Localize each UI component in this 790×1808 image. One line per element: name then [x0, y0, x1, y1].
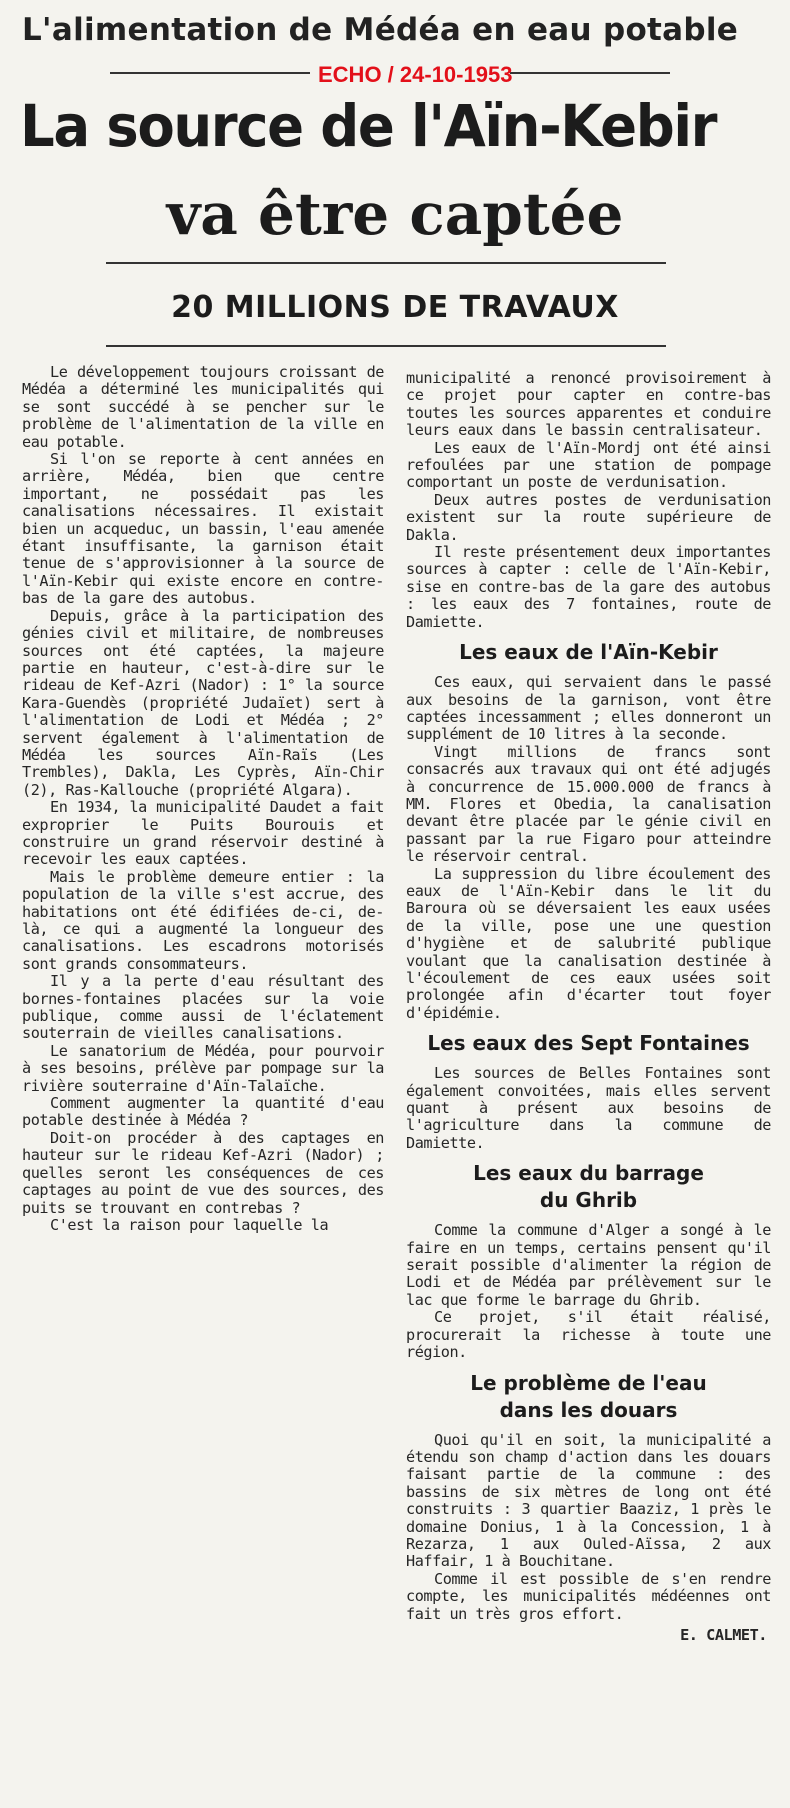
paragraph: Doit-on procéder à des captages en hauteur sur le rideau Kef-Azri (Nador) ; quelles seront les conséquences de ces captages au point de vue des sources, des puits se trouvant en contrebas ? — [22, 1128, 384, 1217]
left-column — [22, 364, 384, 1234]
kicker-rule — [110, 72, 310, 74]
paragraph: Comment augmenter la quantité d'eau potable destinée à Médéa ? — [22, 1094, 384, 1130]
author-signature: E. CALMET. — [680, 1625, 767, 1644]
heading-line: dans les douars — [499, 1397, 678, 1422]
paragraph: C'est la raison pour laquelle la — [50, 1215, 329, 1234]
paragraph: municipalité a renoncé provisoirement à ce projet pour capter en contre-bas toutes les sources apparentes et conduire leurs eaux dans le bassin centralisateur. — [406, 369, 771, 440]
paragraph: Le développement toujours croissant de Médéa a déterminé les municipalités qui se sont succédé à se pencher sur le problème de l'alimentation de la ville en eau potable. — [22, 363, 384, 451]
paragraph: Quoi qu'il en soit, la municipalité a étendu son champ d'action dans les douars faisant partie de la commune : des bassins de six mètres de long ont été construits : 3 quartier Baaziz, 1 près le domaine Donius, 1 à la Concession, 1 à Rezarza, 1 aux Ouled-Aïssa, 2 aux Haffair, 1 à Bouchitane. — [406, 1430, 771, 1571]
paragraph: Vingt millions de francs sont consacrés aux travaux qui ont été adjugés à concurrence de 15.000.000 de francs à MM. Flores et Obedia, la canalisation devant être placée par le génie civil en passant par la rue Figaro pour atteindre le réservoir central. — [406, 742, 771, 866]
section-heading-sept-fontaines: Les eaux des Sept Fontaines — [427, 1031, 750, 1056]
heading-line: Le problème de l'eau — [470, 1370, 707, 1395]
paragraph: Ces eaux, qui servaient dans le passé aux besoins de la garnison, vont être captées incessamment ; elles donneront un supplément de 10 litres à la seconde. — [406, 673, 771, 744]
paragraph: Comme il est possible de s'en rendre compte, les municipalités médéennes ont fait un très gros effort. — [406, 1569, 771, 1623]
paragraph: Si l'on se reporte à cent années en arrière, Médéa, bien que centre important, ne possédait pas les canalisations nécessaires. Il existait bien un acqueduc, un bassin, l'eau amenée étant insuffisante, la garnison était tenue de s'approvisionner à la source de l'Aïn-Kebir qui existe encore en contre-bas de la gare des autobus. — [22, 450, 384, 608]
paragraph: Comme la commune d'Alger a songé à le faire en un temps, certains pensent qu'il serait possible d'alimenter la région de Lodi et de Médéa par prélèvement sur le lac que forme le barrage du Ghrib. — [406, 1221, 771, 1309]
paragraph: La suppression du libre écoulement des eaux de l'Aïn-Kebir dans le lit du Baroura où se déversaient les eaux usées de la ville, pose une une question d'hygiène et de salubrité publique voulant que la canalisation destinée à l'écoulement de ces eaux usées soit prolongée afin d'écarter tout foyer d'épidémie. — [406, 864, 771, 1022]
section-heading-douars — [406, 1370, 771, 1424]
paragraph: Ce projet, s'il était réalisé, procurerait la richesse à toute une région. — [406, 1308, 771, 1362]
heading-line: Les eaux du barrage — [473, 1161, 704, 1186]
headline-line-1: La source de l'Aïn-Kebir — [20, 92, 717, 160]
kicker-rule-right — [510, 72, 670, 74]
paragraph: Les eaux de l'Aïn-Mordj ont été ainsi refoulées par une station de pompage comportant un poste de verdunisation. — [406, 438, 771, 492]
paragraph: Depuis, grâce à la participation des génies civil et militaire, de nombreuses sources ont été captées, la majeure partie en hauteur, c'est-à-dire sur le rideau de Kef-Azri (Nador) : 1° la source Kara-Guendès (propriété Judaïet) sert à l'alimentation de Lodi et Médéa ; 2° servent également à l'alimentation de Médéa les sources Aïn-Raïs (Les Trembles), Dakla, Les Cyprès, Aïn-Chir (2), Ras-Kallouche (propriété Algara). — [22, 606, 384, 799]
section-heading-ain-kebir: Les eaux de l'Aïn-Kebir — [459, 640, 718, 665]
subhead-rule — [106, 345, 666, 347]
headline-rule — [106, 262, 666, 264]
heading-line: du Ghrib — [539, 1188, 638, 1213]
paragraph: Les sources de Belles Fontaines sont également convoitées, mais elles servent quant à présent aux besoins de l'agriculture dans la commune de Damiette. — [406, 1064, 771, 1152]
right-column — [406, 370, 771, 1644]
paragraph: En 1934, la municipalité Daudet a fait exproprier le Puits Bourouis et construire un grand réservoir destiné à recevoir les eaux captées. — [22, 798, 384, 869]
subheadline: 20 MILLIONS DE TRAVAUX — [171, 290, 619, 325]
paragraph: Il reste présentement deux importantes sources à capter : celle de l'Aïn-Kebir, sise en contre-bas de la gare des autobus : les eaux des 7 fontaines, route de Damiette. — [406, 543, 771, 631]
paragraph: Mais le problème demeure entier : la population de la ville s'est accrue, des habitations ont été édifiées de-ci, de-là, ce qui a augmenté la longueur des canalisations. Les escadrons motorisés sont grands consommateurs. — [22, 867, 384, 973]
section-heading-barrage-ghrib — [406, 1160, 771, 1214]
headline-line-2: va être captée — [166, 180, 624, 248]
source-stamp: ECHO / 24-10-1953 — [318, 62, 513, 87]
kicker-title: L'alimentation de Médéa en eau potable — [22, 12, 739, 48]
paragraph: Il y a la perte d'eau résultant des bornes-fontaines placées sur la voie publique, comme aussi de l'éclatement souterrain de vieilles canalisations. — [22, 972, 384, 1043]
paragraph: Le sanatorium de Médéa, pour pourvoir à ses besoins, prélève par pompage sur la rivière souterraine d'Aïn-Talaïche. — [22, 1041, 384, 1095]
paragraph: Deux autres postes de verdunisation existent sur la route supérieure de Dakla. — [406, 490, 771, 544]
